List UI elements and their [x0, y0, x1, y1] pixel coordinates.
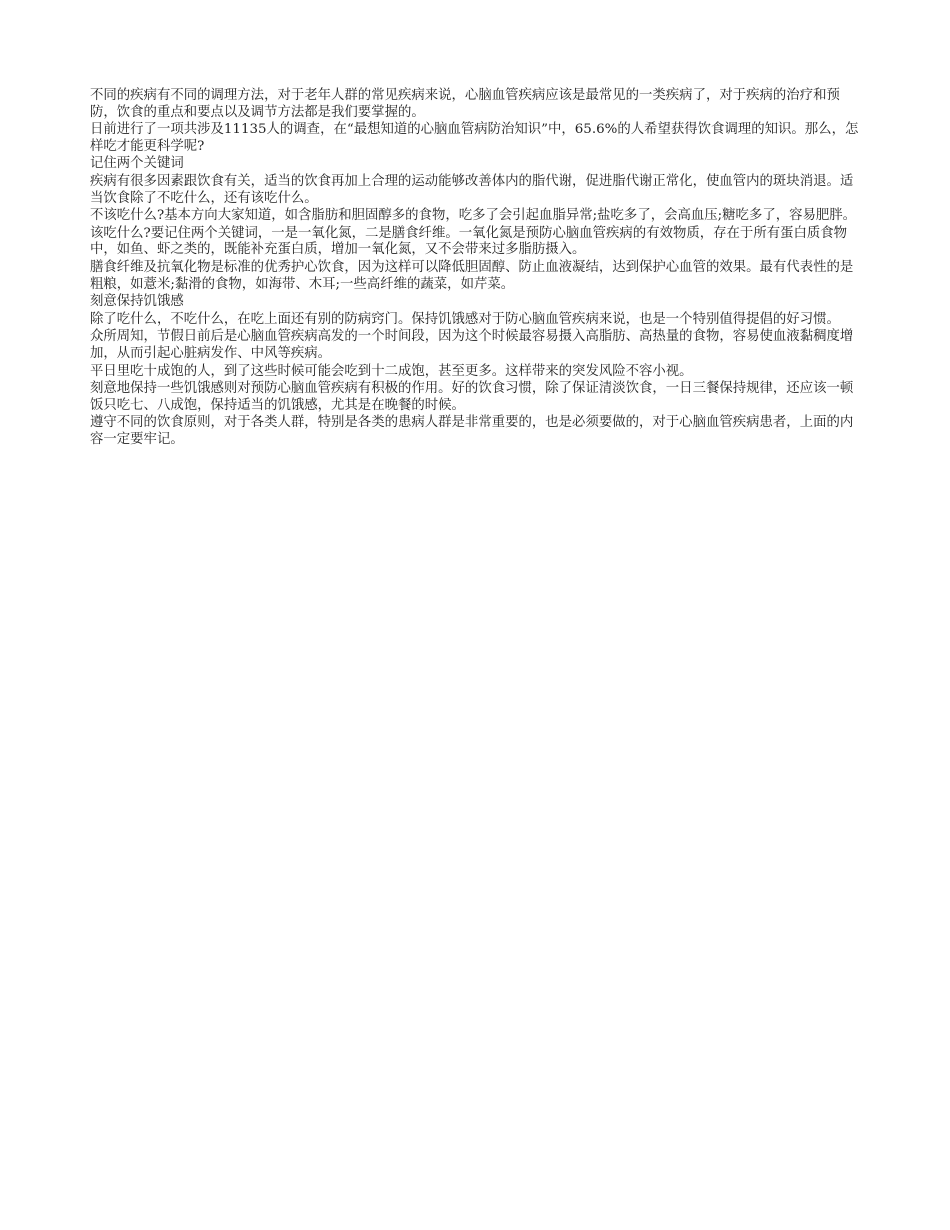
paragraph-intro: 不同的疾病有不同的调理方法，对于老年人群的常见疾病来说，心脑血管疾病应该是最常见的一类疾病了，对于疾病的治疗和预防，饮食的重点和要点以及调节方法都是我们要掌握的。 [90, 88, 840, 120]
paragraph-keep-hunger: 刻意地保持一些饥饿感则对预防心脑血管疾病有积极的作用。好的饮食习惯，除了保证清淡饮食，一日三餐保持规律，还应该一顿饭只吃七、八成饱，保持适当的饥饿感，尤其是在晚餐的时候。 [90, 381, 854, 413]
paragraph-diet-factors: 疾病有很多因素跟饮食有关，适当的饮食再加上合理的运动能够改善体内的脂代谢，促进脂代谢正常化，使血管内的斑块消退。适当饮食除了不吃什么，还有该吃什么。 [90, 173, 854, 206]
section-heading-hunger: 刻意保持饥饿感 [90, 294, 184, 310]
paragraph-overeating: 平日里吃十成饱的人，到了这些时候可能会吃到十二成饱，甚至更多。这样带来的突发风险不容小视。 [90, 363, 693, 379]
paragraph-dietary-fiber: 膳食纤维及抗氧化物是标准的优秀护心饮食，因为这样可以降低胆固醇、防止血液凝结，达到保护心血管的效果。最有代表性的是粗粮，如薏米;黏滑的食物，如海带、木耳;一些高纤维的蔬菜，如芹菜。 [90, 259, 854, 292]
paragraph-survey: 日前进行了一项共涉及11135人的调查，在“最想知道的心脑血管病防治知识”中，65.6%的人希望获得饮食调理的知识。那么，怎样吃才能更科学呢? [90, 122, 859, 154]
paragraph-hunger-tip: 除了吃什么，不吃什么，在吃上面还有别的防病窍门。保持饥饿感对于防心脑血管疾病来说，也是一个特别值得提倡的好习惯。 [90, 311, 840, 327]
paragraph-what-to-eat: 该吃什么?要记住两个关键词，一是一氧化氮，二是膳食纤维。一氧化氮是预防心脑血管疾病的有效物质，存在于所有蛋白质食物中，如鱼、虾之类的，既能补充蛋白质，增加一氧化氮，又不会带来过多脂肪摄入。 [90, 225, 848, 258]
paragraph-conclusion: 遵守不同的饮食原则，对于各类人群，特别是各类的患病人群是非常重要的，也是必须要做的，对于心脑血管疾病患者，上面的内容一定要牢记。 [90, 415, 854, 447]
section-heading-keywords: 记住两个关键词 [90, 156, 184, 172]
document-body [90, 88, 865, 449]
paragraph-holiday-risk: 众所周知，节假日前后是心脑血管疾病高发的一个时间段，因为这个时候最容易摄入高脂肪、高热量的食物，容易使血液黏稠度增加，从而引起心脏病发作、中风等疾病。 [90, 329, 854, 361]
paragraph-what-not-to-eat: 不该吃什么?基本方向大家知道，如含脂肪和胆固醇多的食物，吃多了会引起血脂异常;盐吃多了，会高血压;糖吃多了，容易肥胖。 [90, 208, 857, 224]
